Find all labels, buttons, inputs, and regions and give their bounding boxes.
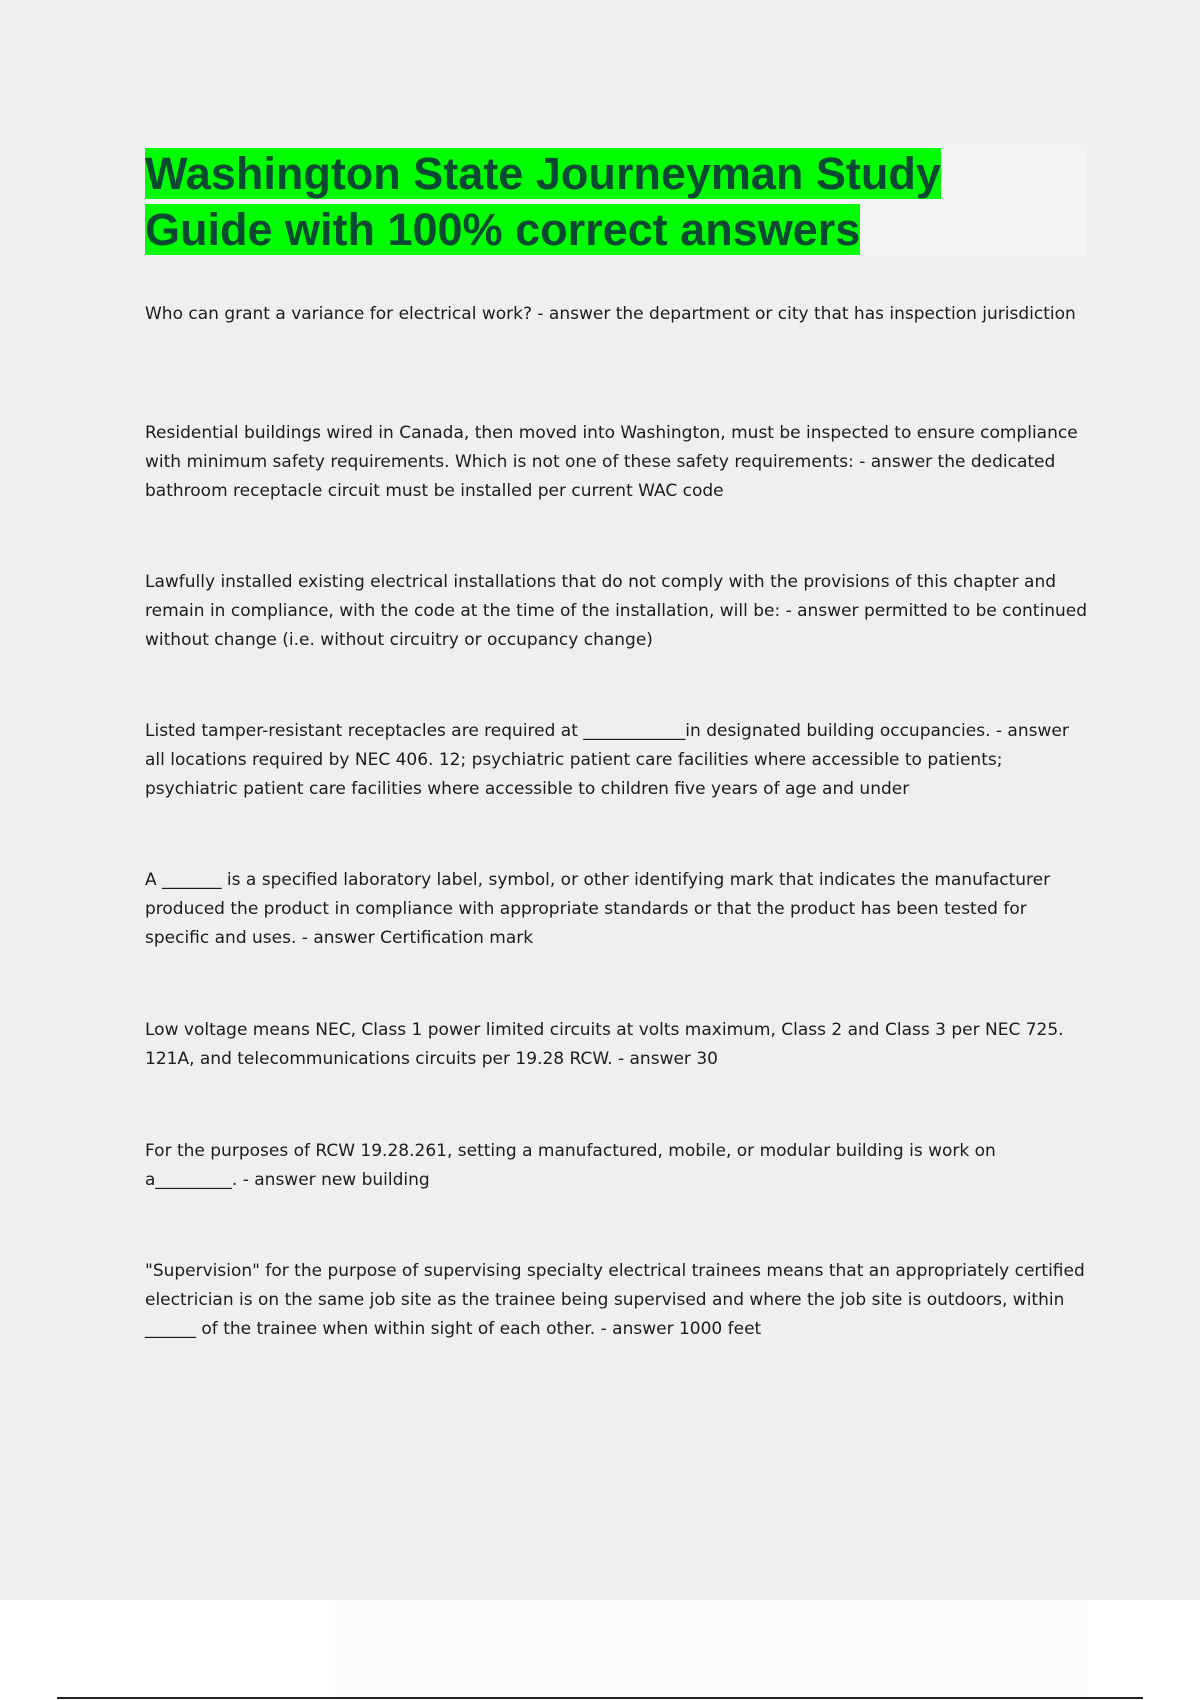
qa-item-4: Listed tamper-resistant receptacles are required at ____________in designated building occupancies. - answer all locations required by NEC 406. 12; psychiatric patient care facilities where accessible to patients; psychiatric patient care facilities where accessible to children five years of age and under — [145, 721, 1069, 799]
qa-item-5: A _______ is a specified laboratory label, symbol, or other identifying mark that indicates the manufacturer produced the product in compliance with appropriate standards or that the product has been tested for specific and uses. - answer Certification mark — [145, 870, 1051, 948]
qa-item-6: Low voltage means NEC, Class 1 power limited circuits at volts maximum, Class 2 and Class 3 per NEC 725. 121A, and telecommunications circuits per 19.28 RCW. - answer 30 — [145, 1020, 1064, 1069]
qa-item-7: For the purposes of RCW 19.28.261, setting a manufactured, mobile, or modular building is work on a_________. - answer new building — [145, 1141, 996, 1190]
page-footer-area — [0, 1600, 1200, 1700]
qa-item-1: Who can grant a variance for electrical work? - answer the department or city that has inspection jurisdiction — [145, 304, 1076, 324]
document-title-text: Washington State Journeyman Study Guide with 100% correct answers — [145, 148, 941, 255]
footer-panel — [335, 1600, 1087, 1700]
qa-item-8: "Supervision" for the purpose of supervising specialty electrical trainees means that an appropriately certified electrician is on the same job site as the trainee being supervised and where the job site is outdoors, within ______ of the trainee when within sight of each other. - answer 1000 feet — [145, 1261, 1085, 1339]
qa-item-3: Lawfully installed existing electrical installations that do not comply with the provisions of this chapter and remain in compliance, with the code at the time of the installation, will be: - answer permitted to be continued without change (i.e. without circuitry or occupancy change) — [145, 572, 1087, 650]
document-title — [145, 146, 1005, 258]
footer-divider — [57, 1697, 1143, 1699]
qa-item-2: Residential buildings wired in Canada, then moved into Washington, must be inspected to ensure compliance with minimum safety requirements. Which is not one of these safety requirements: - answer the dedicated bathroom receptacle circuit must be installed per current WAC code — [145, 423, 1078, 501]
